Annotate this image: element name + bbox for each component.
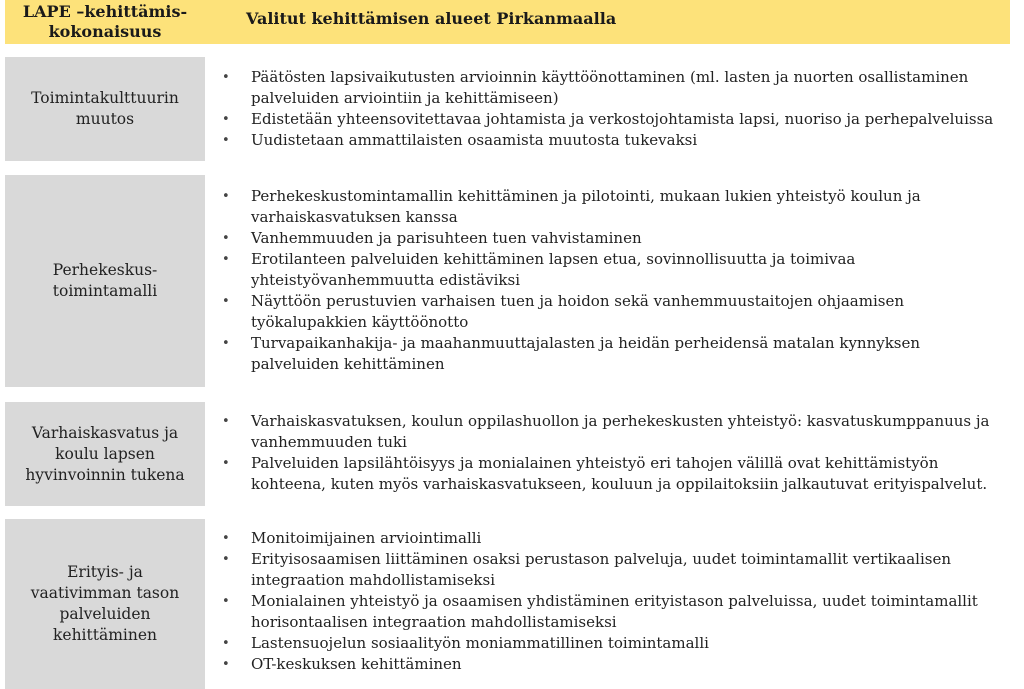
category-cell-perhekeskus [5,175,205,387]
list-item: • Erityisosaamisen liittäminen osaksi perustason palveluja, uudet toimintamallit vertikaalisen integraation mahdollistamiseksi [222,549,1012,591]
list-item: • Näyttöön perustuvien varhaisen tuen ja hoidon sekä vanhemmuustaitojen ohjaamisen työkalupakkien käyttöönotto [222,291,1012,333]
category-cell-toimintakulttuuri [5,57,205,161]
list-item: • Varhaiskasvatuksen, koulun oppilashuollon ja perhekeskusten yhteistyö: kasvatuskumppanuus ja vanhemmuuden tuki [222,411,1012,453]
bullet-list-erityispalvelut [222,528,1012,675]
header-col1-line1: LAPE –kehittämis- [22,2,188,21]
category-cell-erityispalvelut [5,519,205,689]
category-cell-varhaiskasvatus [5,402,205,506]
header-col1-line2: kokonaisuus [48,22,162,41]
list-item: • Monitoimijainen arviointimalli [222,528,1012,549]
bullet-list-varhaiskasvatus [222,411,1012,495]
list-item: • Uudistetaan ammattilaisten osaamista muutosta tukevaksi [222,130,1012,151]
list-item: • Päätösten lapsivaikutusten arvioinnin käyttöönottaminen (ml. lasten ja nuorten osallistaminen palveluiden arviointiin ja kehittämiseen) [222,67,1012,109]
list-item: • Perhekeskustomintamallin kehittäminen ja pilotointi, mukaan lukien yhteistyö koulun ja varhaiskasvatuksen kanssa [222,186,1012,228]
bullet-list-perhekeskus [222,186,1012,375]
header-col-development-area [5,0,205,44]
header-col-selected-areas: Valitut kehittämisen alueet Pirkanmaalla [246,9,617,28]
category-label: Varhaiskasvatus ja koulu lapsen hyvinvoinnin tukena [25,423,185,484]
list-item: • Lastensuojelun sosiaalityön moniammatillinen toimintamalli [222,633,1012,654]
category-label: Erityis- ja vaativimman tason palveluiden kehittäminen [30,563,180,644]
category-label: Toimintakulttuurin muutos [31,89,179,128]
list-item: • Vanhemmuuden ja parisuhteen tuen vahvistaminen [222,228,1012,249]
bullet-list-toimintakulttuuri [222,67,1012,151]
list-item: • OT-keskuksen kehittäminen [222,654,1012,675]
list-item: • Erotilanteen palveluiden kehittäminen lapsen etua, sovinnollisuutta ja toimivaa yhteistyövanhemmuutta edistäviksi [222,249,1012,291]
list-item: • Palveluiden lapsilähtöisyys ja monialainen yhteistyö eri tahojen välillä ovat kehittämistyön kohteena, kuten myös varhaiskasvatukseen, kouluun ja oppilaitoksiin jalkautuvat erityispalvelut. [222,453,1012,495]
list-item: • Turvapaikanhakija- ja maahanmuuttajalasten ja heidän perheidensä matalan kynnyksen palveluiden kehittäminen [222,333,1012,375]
list-item: • Edistetään yhteensovitettavaa johtamista ja verkostojohtamista lapsi, nuoriso ja perhepalveluissa [222,109,1012,130]
category-label: Perhekeskus- toimintamalli [52,261,158,300]
list-item: • Monialainen yhteistyö ja osaamisen yhdistäminen erityistason palveluissa, uudet toimintamallit horisontaalisen integraation mahdollistamiseksi [222,591,1012,633]
